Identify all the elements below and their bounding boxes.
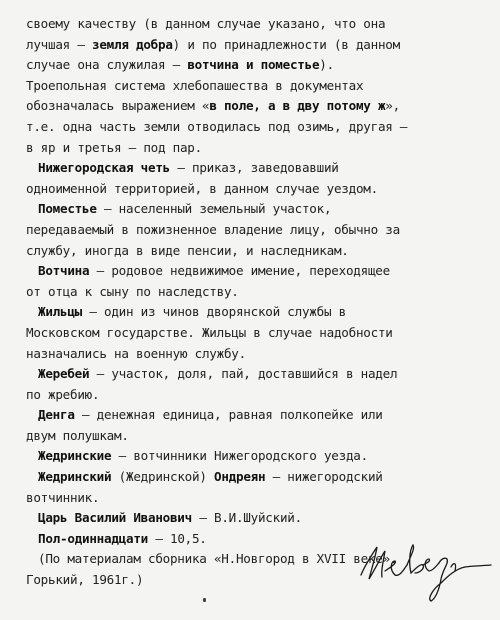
text-run: – вотчинники Нижегородского уезда. [111,448,368,464]
text-run: т.е. одна часть земли отводилась под озимь, другая – [26,118,408,134]
text-run: двум полушкам. [26,427,129,443]
text-line [26,96,482,117]
text-line [26,179,482,200]
text-line [26,55,482,76]
text-run: вотчинник. [26,489,100,505]
bold-term: в поле, а в дву потому ж [209,98,386,114]
text-run: – В.И.Шуйский. [191,510,302,526]
text-line [26,385,482,406]
bold-term: Жеребей [38,366,90,382]
text-run: Троепольная система хлебопашества в документах [26,77,364,93]
text-run: лучшая – [26,36,92,52]
text-line [26,35,482,56]
text-line [26,241,482,262]
text-line [26,14,482,35]
text-run: по жребию. [26,386,100,402]
text-run: в яр и третья – под пар. [26,139,202,155]
text-run: своему качеству (в данном случае указано, что она [26,16,386,31]
text-line [26,76,482,97]
text-line [26,467,482,488]
text-run: случае она служилая – [26,57,188,73]
bold-term: вотчина и поместье [187,57,320,73]
text-run: – денежная единица, равная полкопейке или [74,407,383,423]
text-run: – 10,5. [147,530,207,546]
text-line [26,446,482,467]
bold-term: Поместье [38,201,97,217]
text-line [26,282,482,303]
text-run: одноименной территорией, в данном случае уездом. [26,180,378,196]
document-text [26,14,482,591]
bold-term: Жильцы [38,304,82,320]
text-line [26,220,482,241]
text-run: (Жедринской) [111,469,214,485]
text-run: », [385,98,400,114]
bold-term: Ондреян [213,469,266,485]
bold-term: Царь Василий Иванович [38,510,192,526]
text-line [26,302,482,323]
text-run: ). [319,57,334,73]
text-line [26,508,482,529]
text-line [26,117,482,138]
text-run: – населенный земельный участок, [96,201,332,217]
text-line [26,405,482,426]
text-line [26,323,482,344]
text-run: Московском государстве. Жильцы в случае надобности [26,324,393,340]
text-run: от отца к сыну по наследству. [26,283,239,299]
bold-term: Жедринские [38,448,112,464]
text-line [26,158,482,179]
bold-term: земля добра [92,36,173,52]
text-run: ) и по принадлежности (в данном [172,36,400,52]
text-run: назначались на военную службу. [26,345,246,361]
text-run: – один из чинов дворянской службы в [82,304,346,320]
text-run: (По материалам сборника «Н.Новгород в XVII веке». [38,551,398,567]
handwritten-signature [355,535,495,605]
bold-term: Жедринский [38,469,112,485]
text-line [26,364,482,385]
text-run: – родовое недвижимое имение, переходящее [89,263,390,279]
text-line [26,426,482,447]
bold-term: Пол-одиннадцати [38,530,148,546]
text-line [26,261,482,282]
text-run: обозначалась выражением « [26,98,210,114]
bold-term: Нижегородская четь [38,160,170,176]
text-line [26,488,482,509]
bold-term: Вотчина [38,263,90,279]
text-run: – участок, доля, пай, доставшийся в надел [89,366,398,382]
text-run: передаваемый в пожизненное владение лицу, обычно за [26,221,400,237]
text-line [26,344,482,365]
bold-term: Денга [38,407,75,423]
text-line [26,138,482,159]
text-run: – нижегородский [265,469,383,485]
text-run: Горький, 1961г.) [26,572,144,588]
paper-speck [203,598,206,602]
text-run: – приказ, заведовавший [169,160,339,176]
text-run: службу, иногда в виде пенсии, и наследникам. [26,242,349,258]
text-line [26,199,482,220]
